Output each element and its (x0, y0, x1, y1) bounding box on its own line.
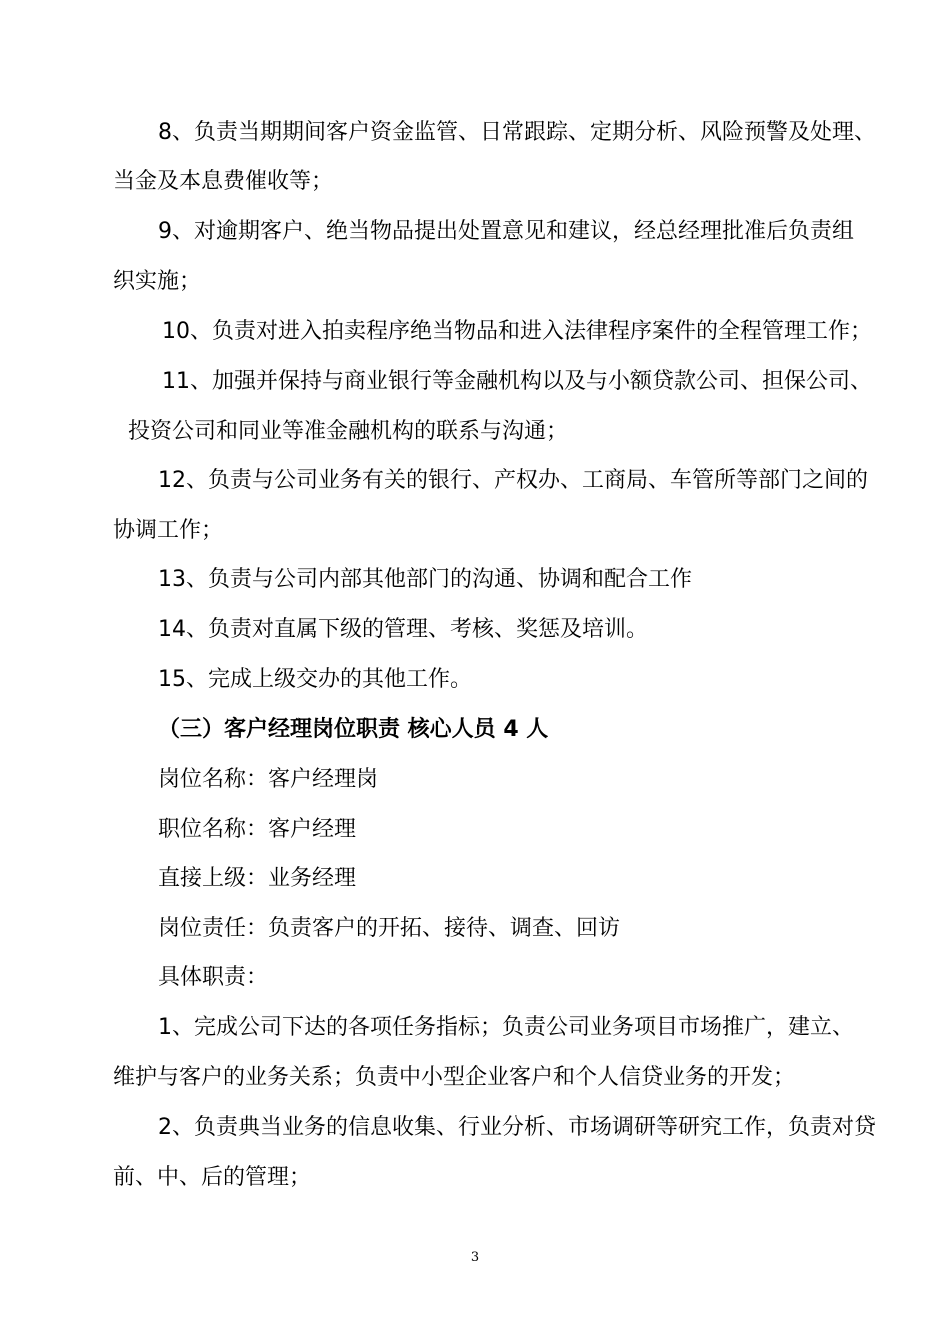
text-line: 2、负责典当业务的信息收集、行业分析、市场调研等研究工作，负责对贷 (158, 1115, 876, 1140)
text-line: 投资公司和同业等准金融机构的联系与沟通； (128, 419, 569, 444)
text-line: 协调工作； (113, 518, 224, 543)
text-line: 13、负责与公司内部其他部门的沟通、协调和配合工作 (158, 567, 692, 592)
text-line: 岗位责任：负责客户的开拓、接待、调查、回访 (158, 916, 621, 941)
text-line: 8、负责当期期间客户资金监管、日常跟踪、定期分析、风险预警及处理、 (158, 120, 876, 145)
section-heading: （三）客户经理岗位职责 核心人员 4 人 (158, 717, 549, 742)
text-line: 11、加强并保持与商业银行等金融机构以及与小额贷款公司、担保公司、 (162, 369, 872, 394)
text-line: 岗位名称：客户经理岗 (158, 767, 379, 792)
text-line: 前、中、后的管理； (113, 1165, 312, 1190)
text-line: 织实施； (113, 269, 202, 294)
text-line: 15、完成上级交办的其他工作。 (158, 667, 472, 692)
text-line: 职位名称：客户经理 (158, 817, 357, 842)
page-number: 3 (470, 1250, 480, 1265)
text-line: 14、负责对直属下级的管理、考核、奖惩及培训。 (158, 617, 648, 642)
text-line: 直接上级：业务经理 (158, 866, 357, 891)
text-line: 具体职责： (158, 965, 269, 990)
text-line: 维护与客户的业务关系；负责中小型企业客户和个人信贷业务的开发； (113, 1065, 796, 1090)
text-line: 10、负责对进入拍卖程序绝当物品和进入法律程序案件的全程管理工作； (162, 319, 872, 344)
text-line: 12、负责与公司业务有关的银行、产权办、工商局、车管所等部门之间的 (158, 468, 868, 493)
text-line: 当金及本息费催收等； (113, 169, 334, 194)
text-line: 1、完成公司下达的各项任务指标；负责公司业务项目市场推广，建立、 (158, 1015, 854, 1040)
text-line: 9、对逾期客户、绝当物品提出处置意见和建议，经总经理批准后负责组 (158, 219, 854, 244)
